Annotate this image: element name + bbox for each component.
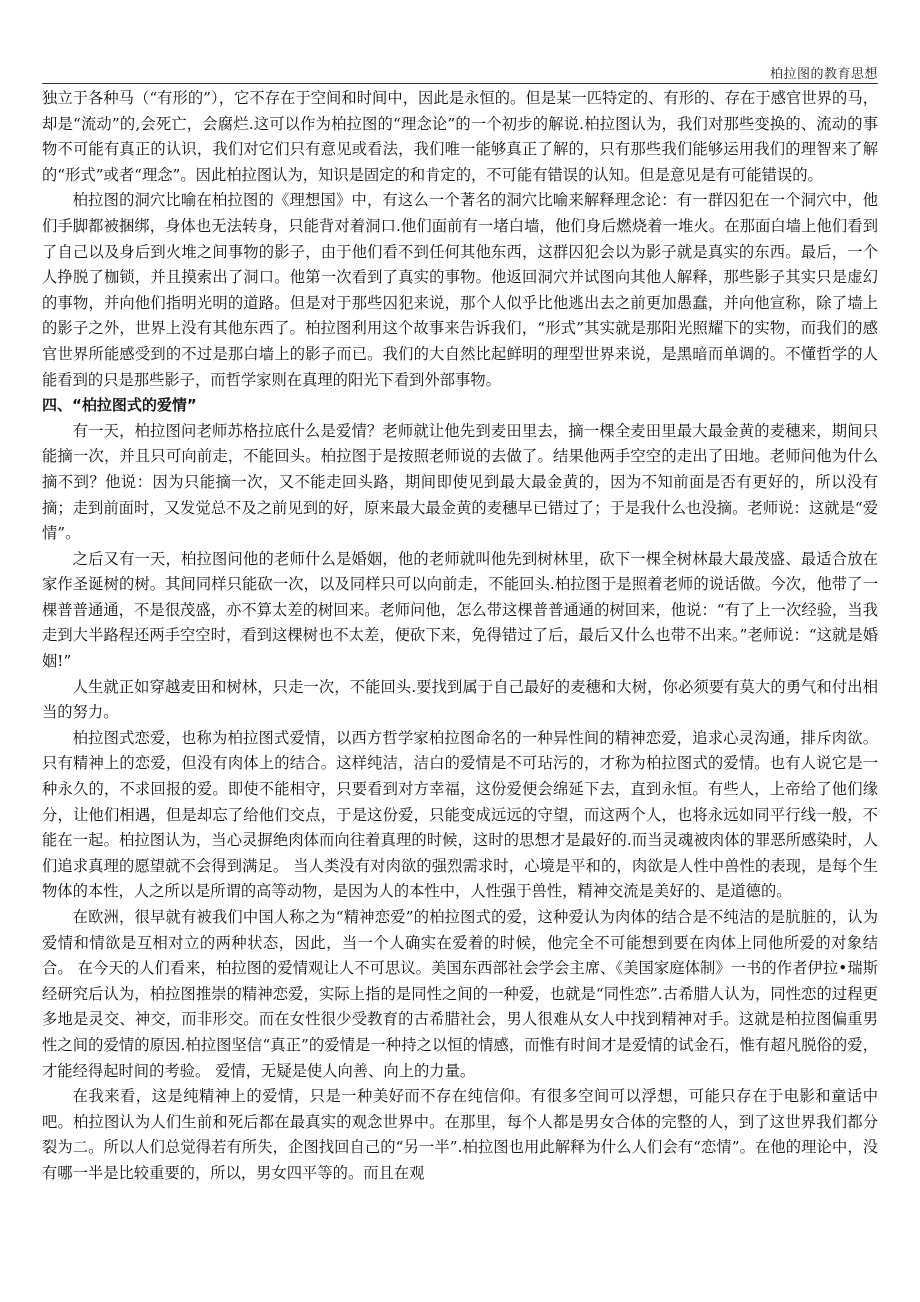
header-rule xyxy=(42,83,878,84)
paragraph-cave-allegory: 柏拉图的洞穴比喻在柏拉图的《理想国》中，有这么一个著名的洞穴比喻来解释理念论：有一群囚犯在一个洞穴中，他们手脚都被捆绑，身体也无法转身，只能背对着洞口.他们面前有一堵白墙，他们身后燃烧着一堆火。在那面白墙上他们看到了自己以及身后到火堆之间事物的影子，由于他们看不到任何其他东西，这群囚犯会以为影子就是真实的东西。最后，一个人挣脱了枷锁，并且摸索出了洞口。他第一次看到了真实的事物。他返回洞穴并试图向其他人解释，那些影子其实只是虚幻的事物，并向他们指明光明的道路。但是对于那些囚犯来说，那个人似乎比他逃出去之前更加愚蠢，并向他宣称，除了墙上的影子之外，世界上没有其他东西了。柏拉图利用这个故事来告诉我们，“形式”其实就是那阳光照耀下的实物，而我们的感官世界所能感受到的不过是那白墙上的影子而已。我们的大自然比起鲜明的理型世界来说，是黑暗而单调的。不懂哲学的人能看到的只是那些影子，而哲学家则在真理的阳光下看到外部事物。 xyxy=(42,191,878,389)
paragraph-theory-of-forms: 独立于各种马（“有形的”），它不存在于空间和时间中，因此是永恒的。但是某一匹特定的、有形的、存在于感官世界的马，却是“流动”的,会死亡，会腐烂.这可以作为柏拉图的“理念论”的一个初步的解说.柏拉图认为，我们对那些变换的、流动的事物不可能有真正的认识，我们对它们只有意见或看法，我们唯一能够真正了解的，只有那些我们能够运用我们的理智来了解的“形式”或者“理念”。因此柏拉图认为，知识是固定的和肯定的，不可能有错误的认知。但是意见是有可能错误的。 xyxy=(42,89,878,184)
document-body xyxy=(42,86,878,1187)
section-heading-platonic-love: 四、“柏拉图式的爱情” xyxy=(42,396,197,415)
paragraph-forest-story: 之后又有一天，柏拉图问他的老师什么是婚姻，他的老师就叫他先到树林里，砍下一棵全树林最大最茂盛、最适合放在家作圣诞树的树。其间同样只能砍一次，以及同样只可以向前走，不能回头.柏拉图于是照着老师的说话做。今次，他带了一棵普普通通，不是很茂盛，亦不算太差的树回来。老师问他，怎么带这棵普普通通的树回来，他说：“有了上一次经验，当我走到大半路程还两手空空时，看到这棵树也不太差，便砍下来，免得错过了后，最后又什么也带不出来。”老师说：“这就是婚姻!” xyxy=(42,549,878,671)
paragraph-life-lesson: 人生就正如穿越麦田和树林，只走一次，不能回头.要找到属于自己最好的麦穗和大树，你必须要有莫大的勇气和付出相当的努力。 xyxy=(42,677,878,722)
paragraph-wheat-field-story: 有一天，柏拉图问老师苏格拉底什么是爱情？老师就让他先到麦田里去，摘一棵全麦田里最大最金黄的麦穗来，期间只能摘一次，并且只可向前走，不能回头。柏拉图于是按照老师说的去做了。结果他两手空空的走出了田地。老师问他为什么摘不到？他说：因为只能摘一次，又不能走回头路，期间即使见到最大最金黄的，因为不知前面是否有更好的，所以没有摘；走到前面时，又发觉总不及之前见到的好，原来最大最金黄的麦穗早已错过了；于是我什么也没摘。老师说：这就是“爱情”。 xyxy=(42,421,878,543)
paragraph-author-view: 在我来看，这是纯精神上的爱情，只是一种美好而不存在纯信仰。有很多空间可以浮想，可能只存在于电影和童话中吧。柏拉图认为人们生前和死后都在最真实的观念世界中。在那里，每个人都是男女合体的完整的人，到了这世界我们都分裂为二。所以人们总觉得若有所失，企图找回自己的“另一半”.柏拉图也用此解释为什么人们会有“恋情”。在他的理论中，没有哪一半是比较重要的，所以，男女四平等的。而且在观 xyxy=(42,1087,878,1182)
running-header-title: 柏拉图的教育思想 xyxy=(769,67,878,82)
paragraph-platonic-love-europe: 在欧洲，很早就有被我们中国人称之为“精神恋爱”的柏拉图式的爱，这种爱认为肉体的结合是不纯洁的是肮脏的，认为爱情和情欲是互相对立的两种状态，因此，当一个人确实在爱着的时候，他完全不可能想到要在肉体上同他所爱的对象结合。 在今天的人们看来，柏拉图的爱情观让人不可思议。美国东西部社会学会主席、《美国家庭体制》一书的作者伊拉•瑞斯经研究后认为，柏拉图推崇的精神恋爱，实际上指的是同性之间的一种爱，也就是“同性恋”.古希腊人认为，同性恋的过程更多地是灵交、神交，而非形交。而在女性很少受教育的古希腊社会，男人很难从女人中找到精神对手。这就是柏拉图偏重男性之间的爱情的原因.柏拉图坚信“真正”的爱情是一种持之以恒的情感，而惟有时间才是爱情的试金石，惟有超凡脱俗的爱，才能经得起时间的考验。 爱情，无疑是使人向善、向上的力量。 xyxy=(42,908,878,1080)
paragraph-platonic-love-definition: 柏拉图式恋爱，也称为柏拉图式爱情，以西方哲学家柏拉图命名的一种异性间的精神恋爱，追求心灵沟通，排斥肉欲。只有精神上的恋爱，但没有肉体上的结合。这样纯洁，洁白的爱情是不可玷污的，才称为柏拉图式的爱情。也有人说它是一种永久的，不求回报的爱。即使不能相守，只要看到对方幸福，这份爱便会绵延下去，直到永恒。有些人，上帝给了他们缘分，让他们相遇，但是却忘了给他们交点，于是这份爱，只能变成远远的守望，而这两个人，也将永远如同平行线一般，不能在一起。柏拉图认为，当心灵摒绝肉体而向往着真理的时候，这时的思想才是最好的.而当灵魂被肉体的罪恶所感染时，人们追求真理的愿望就不会得到满足。 当人类没有对肉欲的强烈需求时，心境是平和的，肉欲是人性中兽性的表现，是每个生物体的本性，人之所以是所谓的高等动物，是因为人的本性中，人性强于兽性，精神交流是美好的、是道德的。 xyxy=(42,728,878,901)
